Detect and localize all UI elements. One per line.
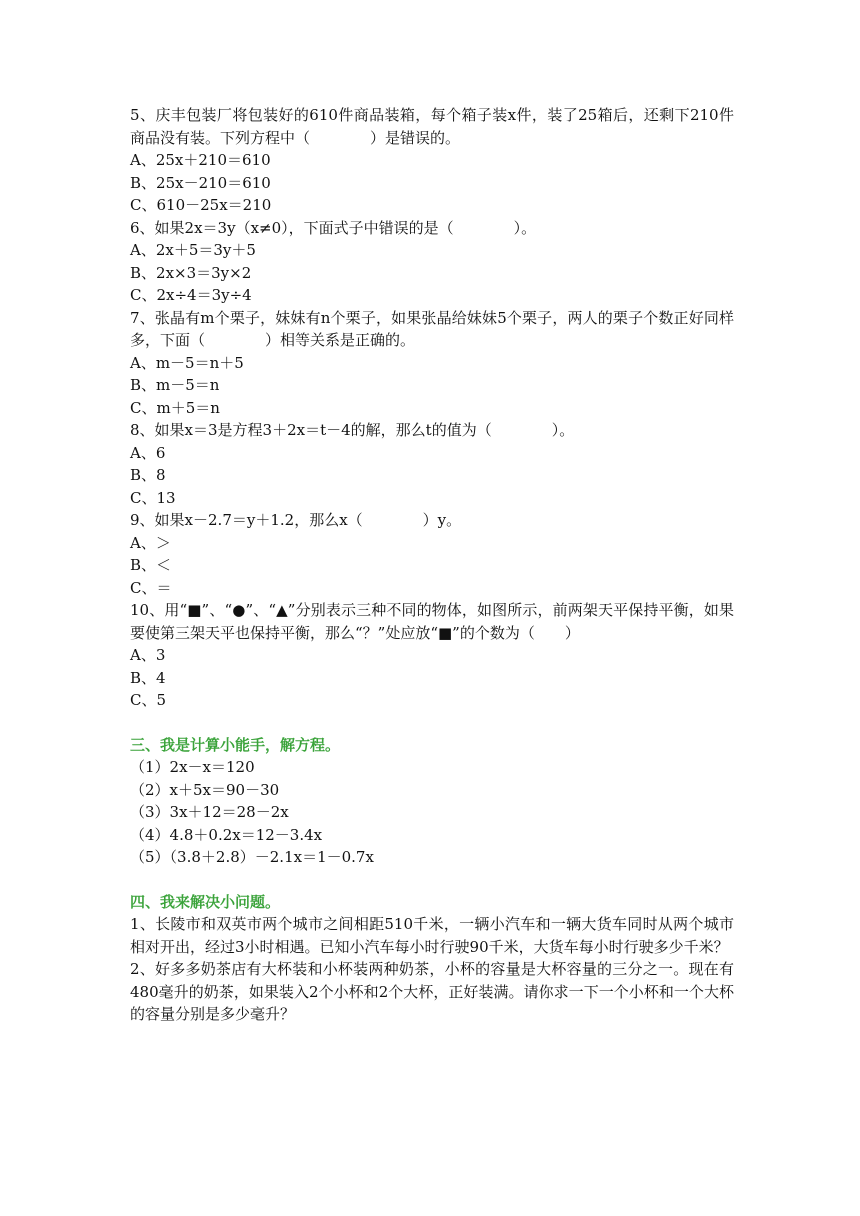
worksheet-page: [130, 104, 734, 1026]
option-c: C、13: [130, 488, 176, 507]
option-b: B、m－5＝n: [130, 376, 220, 394]
question-stem: 8、如果x＝3是方程3＋2x＝t－4的解，那么t的值为（ ）。: [130, 421, 575, 439]
question-10: [130, 599, 734, 712]
question-9: [130, 509, 734, 599]
question-stem: 10、用“■”、“●”、“▲”分别表示三种不同的物体，如图所示，前两架天平保持平衡，如果要使第三架天平也保持平衡，那么“？”处应放“■”的个数为（ ）: [130, 601, 734, 642]
word-problem: 1、长陵市和双英市两个城市之间相距510千米，一辆小汽车和一辆大货车同时从两个城市相对开出，经过3小时相遇。已知小汽车每小时行驶90千米，大货车每小时行驶多少千米？: [130, 915, 734, 956]
option-a: A、6: [130, 443, 166, 462]
equations-section: [130, 734, 734, 869]
section-title: 四、我来解决小问题。: [130, 892, 281, 911]
question-stem: 7、张晶有m个栗子，妹妹有n个栗子，如果张晶给妹妹5个栗子，两人的栗子个数正好同样多，下面（ ）相等关系是正确的。: [130, 308, 734, 349]
option-a: A、＞: [130, 533, 171, 552]
option-c: C、2x÷4＝3y÷4: [130, 286, 252, 304]
question-8: [130, 419, 734, 509]
option-a: A、2x＋5＝3y＋5: [130, 241, 256, 259]
option-b: B、25x－210＝610: [130, 173, 271, 192]
option-c: C、5: [130, 691, 167, 709]
equation-item: （2）x＋5x＝90－30: [130, 780, 280, 799]
word-problems-section: [130, 891, 734, 1026]
option-a: A、m－5＝n＋5: [130, 353, 244, 372]
question-6: [130, 217, 734, 307]
equation-item: （4）4.8＋0.2x＝12－3.4x: [130, 825, 323, 844]
option-b: B、2x×3＝3y×2: [130, 263, 252, 282]
equation-item: （5）（3.8＋2.8）－2.1x＝1－0.7x: [130, 848, 374, 866]
choice-questions: [130, 104, 734, 712]
option-c: C、m＋5＝n: [130, 398, 220, 417]
option-a: A、3: [130, 646, 166, 664]
question-stem: 6、如果2x＝3y（x≠0），下面式子中错误的是（ ）。: [130, 218, 537, 237]
equation-item: （1）2x－x＝120: [130, 758, 255, 776]
option-b: B、8: [130, 466, 166, 484]
question-stem: 5、庆丰包装厂将包装好的610件商品装箱，每个箱子装x件，装了25箱后，还剩下210件商品没有装。下列方程中（ ）是错误的。: [130, 106, 734, 147]
question-stem: 9、如果x－2.7＝y＋1.2，那么x（ ）y。: [130, 511, 462, 529]
option-b: B、4: [130, 668, 166, 687]
equation-item: （3）3x＋12＝28－2x: [130, 803, 289, 821]
word-problem: 2、好多多奶茶店有大杯装和小杯装两种奶茶，小杯的容量是大杯容量的三分之一。现在有480毫升的奶茶，如果装入2个小杯和2个大杯，正好装满。请你求一下一个小杯和一个大杯的容量分别是多少毫升？: [130, 960, 734, 1023]
section-title: 三、我是计算小能手，解方程。: [130, 735, 341, 754]
option-c: C、＝: [130, 578, 172, 597]
question-7: [130, 307, 734, 420]
option-b: B、＜: [130, 556, 172, 574]
option-a: A、25x＋210＝610: [130, 151, 271, 169]
option-c: C、610－25x＝210: [130, 196, 272, 214]
question-5: [130, 104, 734, 217]
